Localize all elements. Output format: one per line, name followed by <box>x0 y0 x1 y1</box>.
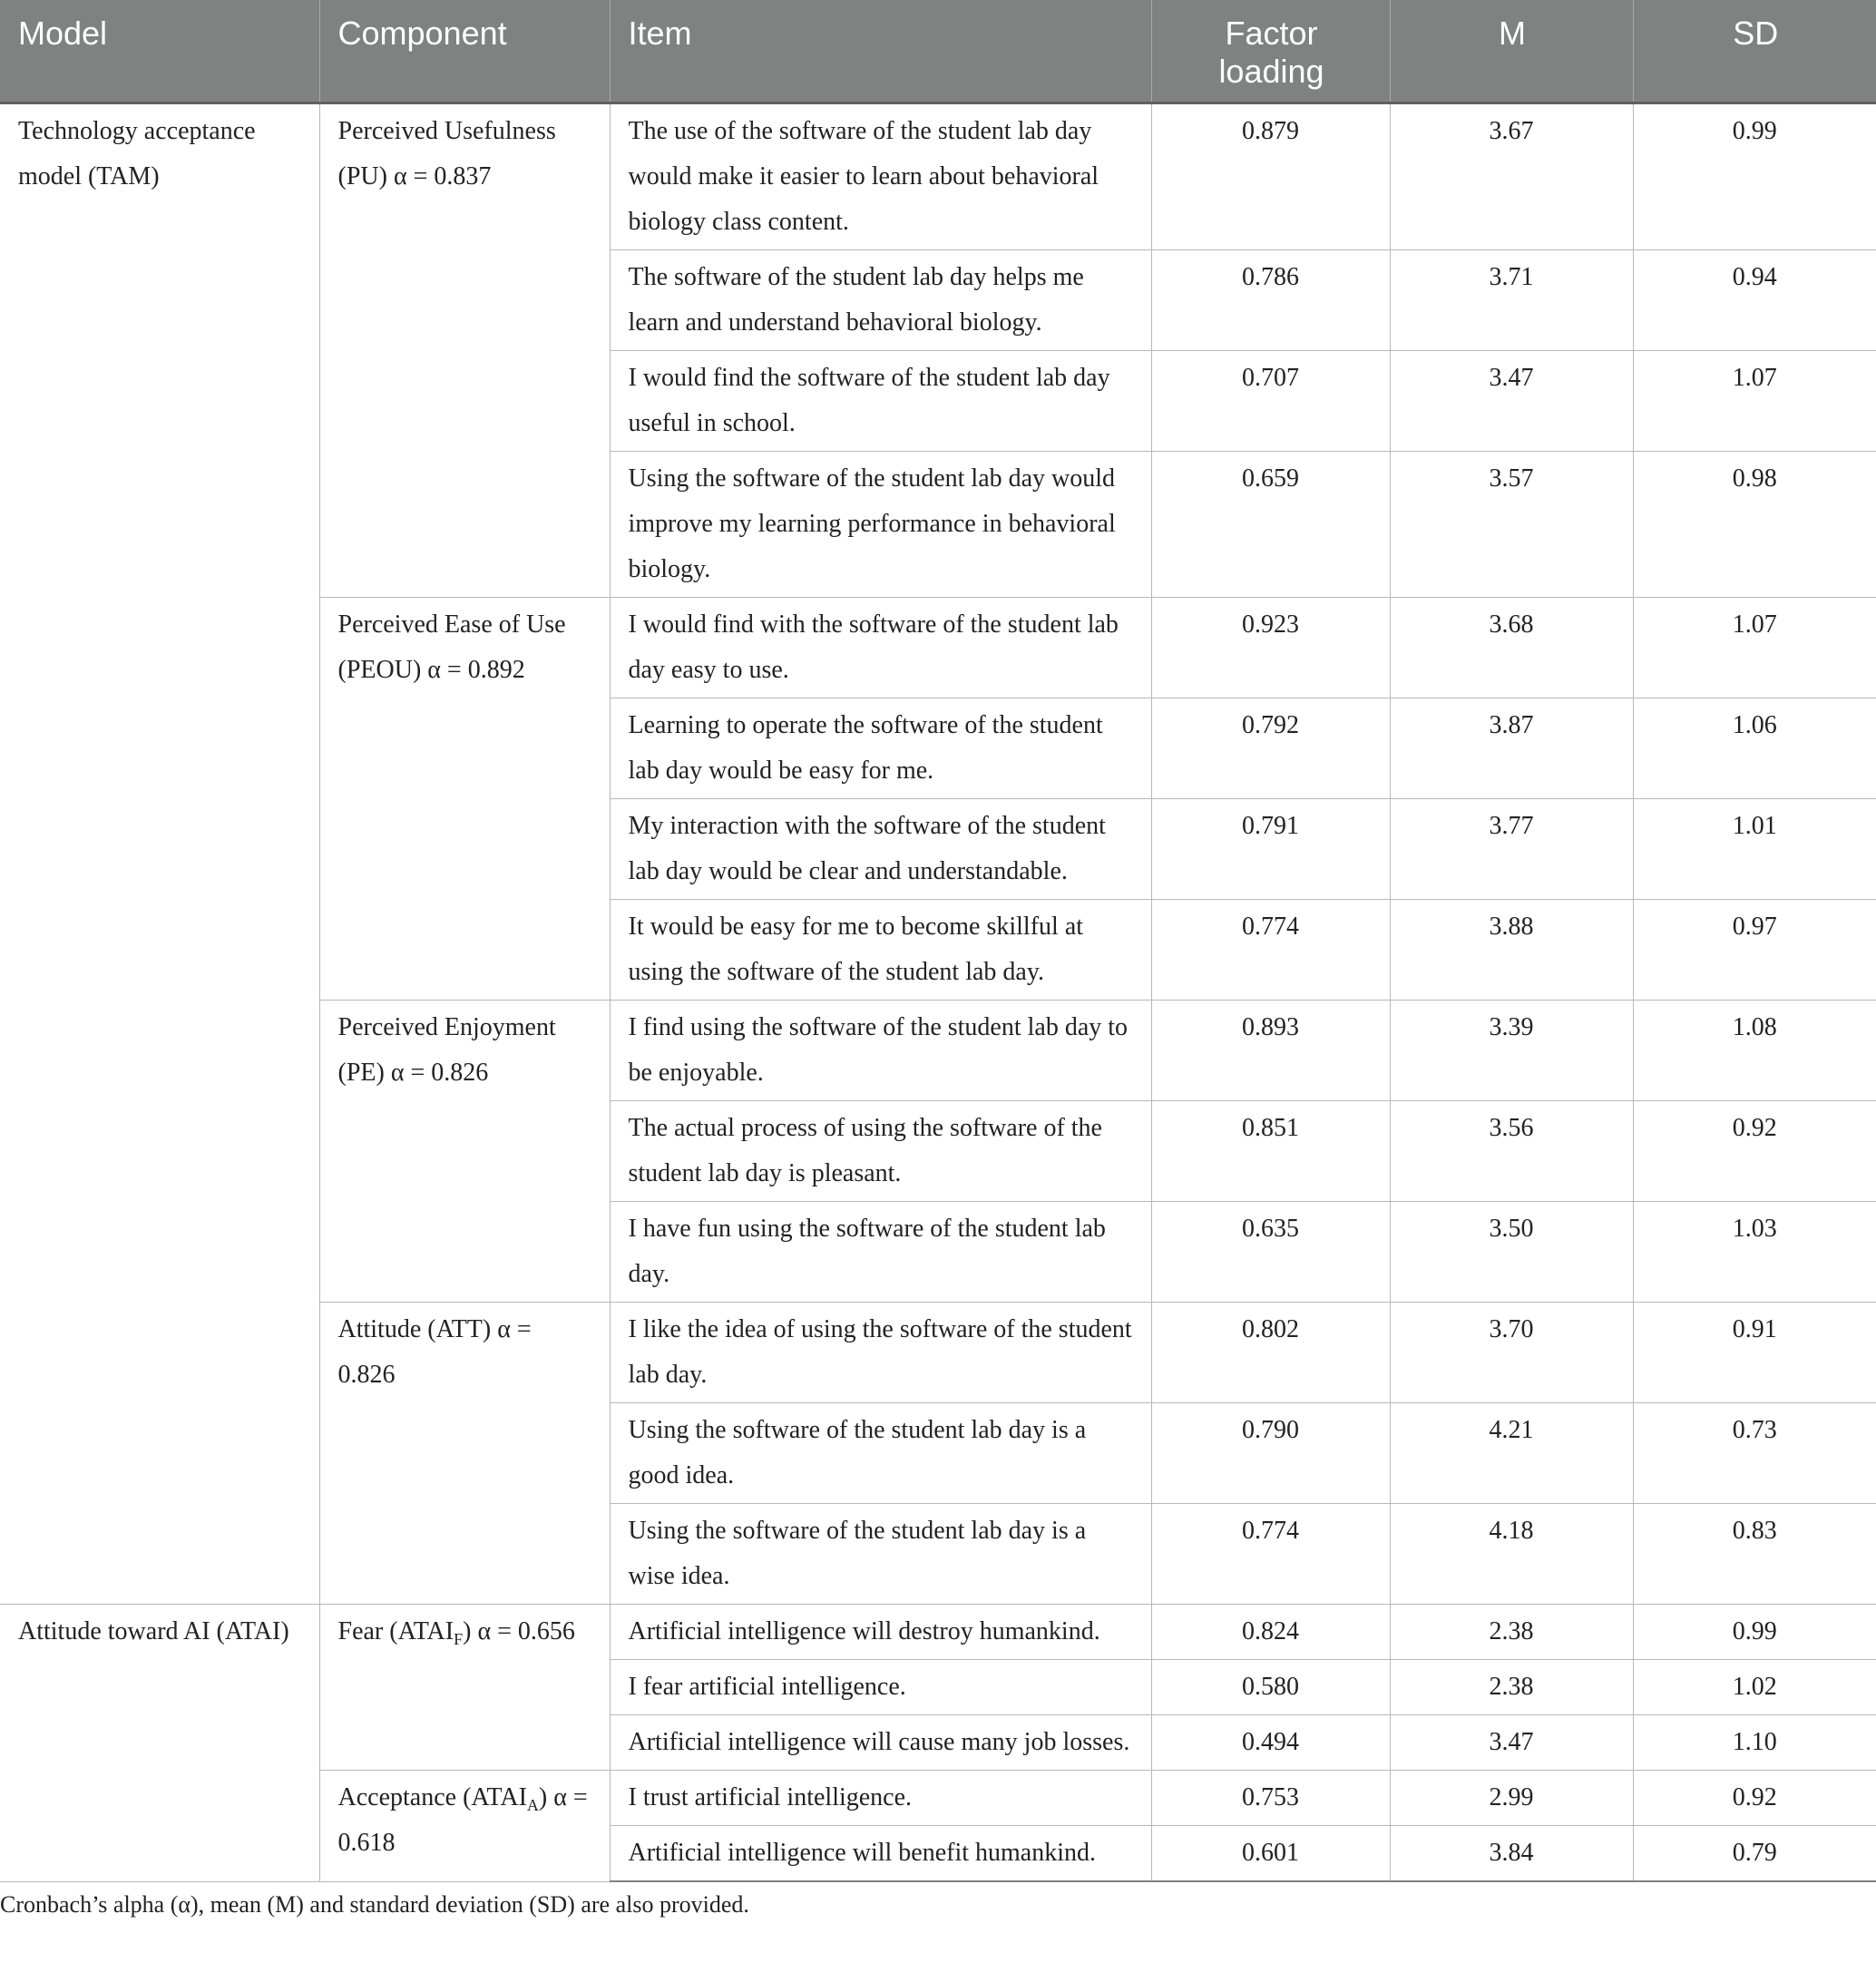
component-cell <box>319 103 610 598</box>
mean-cell: 2.99 <box>1390 1771 1633 1826</box>
mean-cell: 3.77 <box>1390 799 1633 900</box>
table-footnote: Cronbach’s alpha (α), mean (M) and standard deviation (SD) are also provided. <box>0 1891 749 1918</box>
header-model: Model <box>0 0 319 103</box>
mean-cell: 3.47 <box>1390 351 1633 452</box>
factor-loading-cell: 0.851 <box>1151 1101 1390 1202</box>
factor-loading-cell: 0.601 <box>1151 1826 1390 1882</box>
header-row <box>0 0 1876 103</box>
item-text-cell: The software of the student lab day helps me learn and understand behavioral biology. <box>610 250 1151 351</box>
component-label-text: Perceived Usefulness (PU) α = 0.837 <box>337 117 556 190</box>
item-text-cell: I would find with the software of the student lab day easy to use. <box>610 598 1151 698</box>
component-cell <box>319 1001 610 1303</box>
header-sd: SD <box>1633 0 1876 103</box>
header-component: Component <box>319 0 610 103</box>
factor-loading-cell: 0.879 <box>1151 103 1390 250</box>
sd-cell: 0.98 <box>1633 452 1876 598</box>
component-label-text: Acceptance (ATAI <box>337 1783 527 1811</box>
model-cell: Technology acceptance model (TAM) <box>0 103 319 1605</box>
mean-cell: 3.84 <box>1390 1826 1633 1882</box>
component-cell <box>319 598 610 1001</box>
table-body <box>0 103 1876 1882</box>
table-row <box>0 103 1876 250</box>
mean-cell: 3.88 <box>1390 900 1633 1001</box>
item-text-cell: Artificial intelligence will cause many job losses. <box>610 1715 1151 1771</box>
table-row <box>0 1605 1876 1660</box>
sd-cell: 1.01 <box>1633 799 1876 900</box>
sd-cell: 0.73 <box>1633 1403 1876 1504</box>
component-label-subscript: F <box>454 1630 464 1648</box>
factor-loading-cell: 0.802 <box>1151 1303 1390 1403</box>
item-text-cell: I like the idea of using the software of the student lab day. <box>610 1303 1151 1403</box>
sd-cell: 1.07 <box>1633 598 1876 698</box>
factor-loading-cell: 0.786 <box>1151 250 1390 351</box>
item-text-cell: I have fun using the software of the student lab day. <box>610 1202 1151 1303</box>
factor-loading-cell: 0.792 <box>1151 698 1390 799</box>
factor-loading-cell: 0.580 <box>1151 1660 1390 1715</box>
item-text-cell: The use of the software of the student lab day would make it easier to learn about behavioral biology class content. <box>610 103 1151 250</box>
sd-cell: 1.07 <box>1633 351 1876 452</box>
sd-cell: 0.83 <box>1633 1504 1876 1605</box>
component-label-text: ) α = 0.618 <box>337 1783 588 1857</box>
item-text-cell: Artificial intelligence will benefit humankind. <box>610 1826 1151 1882</box>
sd-cell: 1.03 <box>1633 1202 1876 1303</box>
factor-loading-cell: 0.659 <box>1151 452 1390 598</box>
sd-cell: 1.10 <box>1633 1715 1876 1771</box>
mean-cell: 3.39 <box>1390 1001 1633 1101</box>
mean-cell: 3.50 <box>1390 1202 1633 1303</box>
mean-cell: 3.68 <box>1390 598 1633 698</box>
mean-cell: 3.67 <box>1390 103 1633 250</box>
factor-loading-cell: 0.791 <box>1151 799 1390 900</box>
item-text-cell: Using the software of the student lab day would improve my learning performance in behavioral biology. <box>610 452 1151 598</box>
item-text-cell: The actual process of using the software of the student lab day is pleasant. <box>610 1101 1151 1202</box>
mean-cell: 2.38 <box>1390 1605 1633 1660</box>
table-header <box>0 0 1876 103</box>
mean-cell: 3.56 <box>1390 1101 1633 1202</box>
component-label-subscript: A <box>526 1796 539 1814</box>
factor-loading-cell: 0.707 <box>1151 351 1390 452</box>
item-text-cell: Artificial intelligence will destroy humankind. <box>610 1605 1151 1660</box>
sd-cell: 0.94 <box>1633 250 1876 351</box>
factor-loading-cell: 0.790 <box>1151 1403 1390 1504</box>
factor-loading-cell: 0.774 <box>1151 900 1390 1001</box>
factor-loading-cell: 0.893 <box>1151 1001 1390 1101</box>
sd-cell: 0.99 <box>1633 103 1876 250</box>
item-text-cell: Using the software of the student lab day is a wise idea. <box>610 1504 1151 1605</box>
item-text-cell: My interaction with the software of the student lab day would be clear and understandable. <box>610 799 1151 900</box>
item-text-cell: I fear artificial intelligence. <box>610 1660 1151 1715</box>
sd-cell: 0.79 <box>1633 1826 1876 1882</box>
component-label-text: Fear (ATAI <box>337 1617 454 1645</box>
mean-cell: 4.21 <box>1390 1403 1633 1504</box>
mean-cell: 3.47 <box>1390 1715 1633 1771</box>
sd-cell: 1.08 <box>1633 1001 1876 1101</box>
mean-cell: 2.38 <box>1390 1660 1633 1715</box>
component-cell <box>319 1605 610 1771</box>
factor-loading-cell: 0.753 <box>1151 1771 1390 1826</box>
sd-cell: 0.92 <box>1633 1771 1876 1826</box>
sd-cell: 1.02 <box>1633 1660 1876 1715</box>
factor-loading-cell: 0.635 <box>1151 1202 1390 1303</box>
component-label-text: Attitude (ATT) α = 0.826 <box>337 1315 532 1389</box>
component-cell <box>319 1771 610 1882</box>
mean-cell: 3.87 <box>1390 698 1633 799</box>
factor-loading-cell: 0.923 <box>1151 598 1390 698</box>
mean-cell: 3.71 <box>1390 250 1633 351</box>
header-mean: M <box>1390 0 1633 103</box>
component-cell <box>319 1303 610 1605</box>
item-text-cell: I find using the software of the student lab day to be enjoyable. <box>610 1001 1151 1101</box>
sd-cell: 0.91 <box>1633 1303 1876 1403</box>
item-text-cell: Learning to operate the software of the student lab day would be easy for me. <box>610 698 1151 799</box>
mean-cell: 4.18 <box>1390 1504 1633 1605</box>
header-factor-loading: Factor loading <box>1151 0 1390 103</box>
item-text-cell: Using the software of the student lab day is a good idea. <box>610 1403 1151 1504</box>
header-item: Item <box>610 0 1151 103</box>
factor-loading-cell: 0.774 <box>1151 1504 1390 1605</box>
component-label-text: ) α = 0.656 <box>463 1617 575 1645</box>
mean-cell: 3.57 <box>1390 452 1633 598</box>
factor-loading-cell: 0.824 <box>1151 1605 1390 1660</box>
component-label-text: Perceived Enjoyment (PE) α = 0.826 <box>337 1013 556 1087</box>
factor-loading-cell: 0.494 <box>1151 1715 1390 1771</box>
sd-cell: 0.92 <box>1633 1101 1876 1202</box>
sd-cell: 0.99 <box>1633 1605 1876 1660</box>
item-text-cell: I would find the software of the student lab day useful in school. <box>610 351 1151 452</box>
component-label-text: Perceived Ease of Use (PEOU) α = 0.892 <box>337 610 566 684</box>
item-text-cell: It would be easy for me to become skillful at using the software of the student lab day. <box>610 900 1151 1001</box>
mean-cell: 3.70 <box>1390 1303 1633 1403</box>
model-cell: Attitude toward AI (ATAI) <box>0 1605 319 1882</box>
sd-cell: 0.97 <box>1633 900 1876 1001</box>
sd-cell: 1.06 <box>1633 698 1876 799</box>
item-text-cell: I trust artificial intelligence. <box>610 1771 1151 1826</box>
